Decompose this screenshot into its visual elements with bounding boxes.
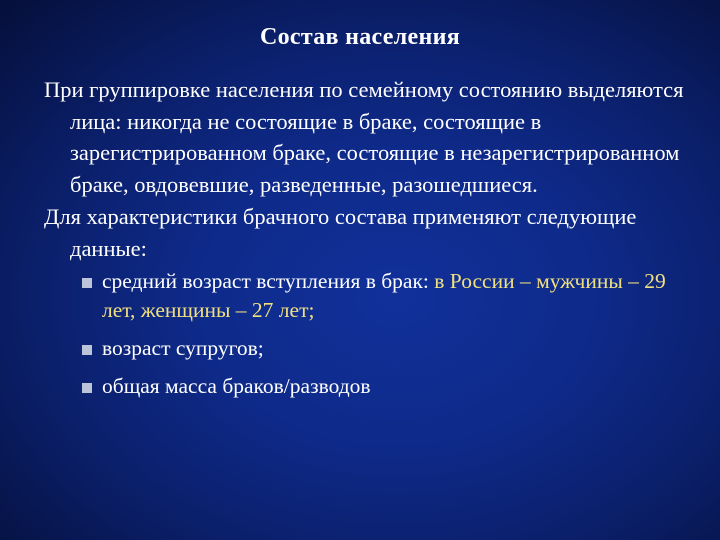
slide-title: Состав населения	[259, 24, 460, 50]
bullet-list	[44, 267, 694, 401]
list-item-text: возраст супругов;	[102, 336, 264, 360]
list-item	[80, 334, 694, 363]
square-bullet-icon	[82, 383, 92, 393]
list-item-text: средний возраст вступления в брак:	[102, 269, 435, 293]
square-bullet-icon	[82, 345, 92, 355]
slide-content	[44, 74, 694, 410]
list-item	[80, 372, 694, 401]
list-item	[80, 267, 694, 325]
paragraph-marriage-data: Для характеристики брачного состава применяют следующие данные:	[44, 204, 637, 261]
square-bullet-icon	[82, 278, 92, 288]
list-item-text: общая масса браков/разводов	[102, 374, 371, 398]
paragraph-marital-status: При группировке населения по семейному состоянию выделяются лица: никогда не состоящие в браке, состоящие в зарегистрированном браке, состоящие в незарегистрированном браке, овдовевшие, разведенные, разошедшиеся.	[44, 77, 684, 197]
list-item-highlight: в России – мужчины – 29 лет, женщины – 27 лет;	[102, 269, 666, 322]
